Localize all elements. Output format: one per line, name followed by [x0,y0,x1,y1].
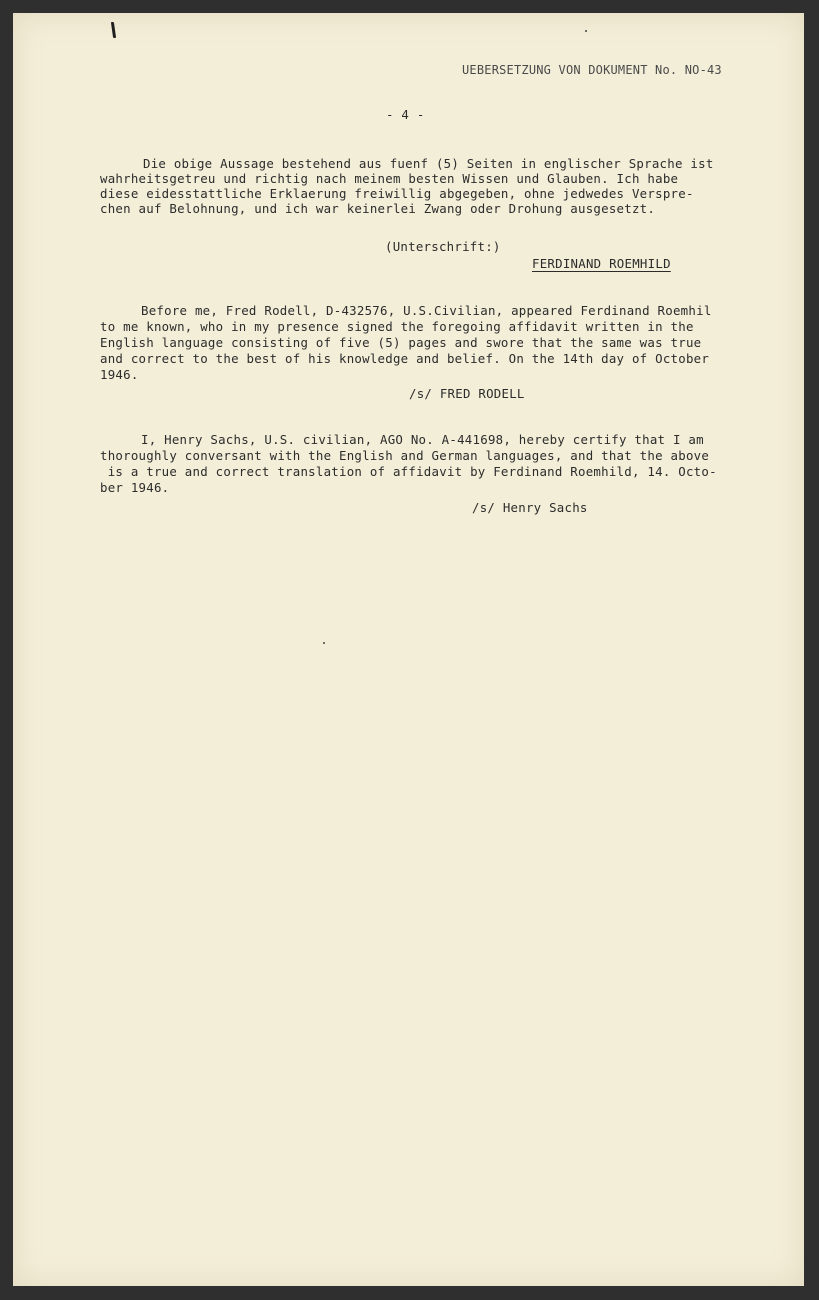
ink-mark [111,22,116,38]
german-line: wahrheitsgetreu und richtig nach meinem besten Wissen und Glauben. Ich habe [100,171,679,186]
german-line: Die obige Aussage bestehend aus fuenf (5) Seiten in englischer Sprache ist [143,156,714,171]
certification-line: is a true and correct translation of affidavit by Ferdinand Roemhild, 14. Octo- [100,464,717,479]
certification-line: ber 1946. [100,480,170,495]
ink-speck [323,642,325,644]
certification-line: I, Henry Sachs, U.S. civilian, AGO No. A-441698, hereby certify that I am [141,432,704,447]
oath-line: and correct to the best of his knowledge and belief. On the 14th day of October [100,351,710,366]
page-number: - 4 - [386,107,425,122]
german-line: chen auf Belohnung, und ich war keinerlei Zwang oder Drohung ausgesetzt. [100,201,656,216]
document-page [13,13,804,1286]
certification-line: thoroughly conversant with the English and German languages, and that the above [100,448,710,463]
oath-line: 1946. [100,367,139,382]
document-reference: UEBERSETZUNG VON DOKUMENT No. NO-43 [462,63,722,77]
ink-speck [585,30,587,32]
signature-name: FERDINAND ROEMHILD [532,256,671,271]
certification-signature: /s/ Henry Sachs [472,500,588,515]
german-line: diese eidesstattliche Erklaerung freiwillig abgegeben, ohne jedwedes Verspre- [100,186,694,201]
oath-line: Before me, Fred Rodell, D-432576, U.S.Civilian, appeared Ferdinand Roemhil [141,303,712,318]
oath-line: English language consisting of five (5) pages and swore that the same was true [100,335,702,350]
oath-line: to me known, who in my presence signed the foregoing affidavit written in the [100,319,694,334]
oath-signature: /s/ FRED RODELL [409,386,525,401]
signature-label: (Unterschrift:) [385,239,501,254]
